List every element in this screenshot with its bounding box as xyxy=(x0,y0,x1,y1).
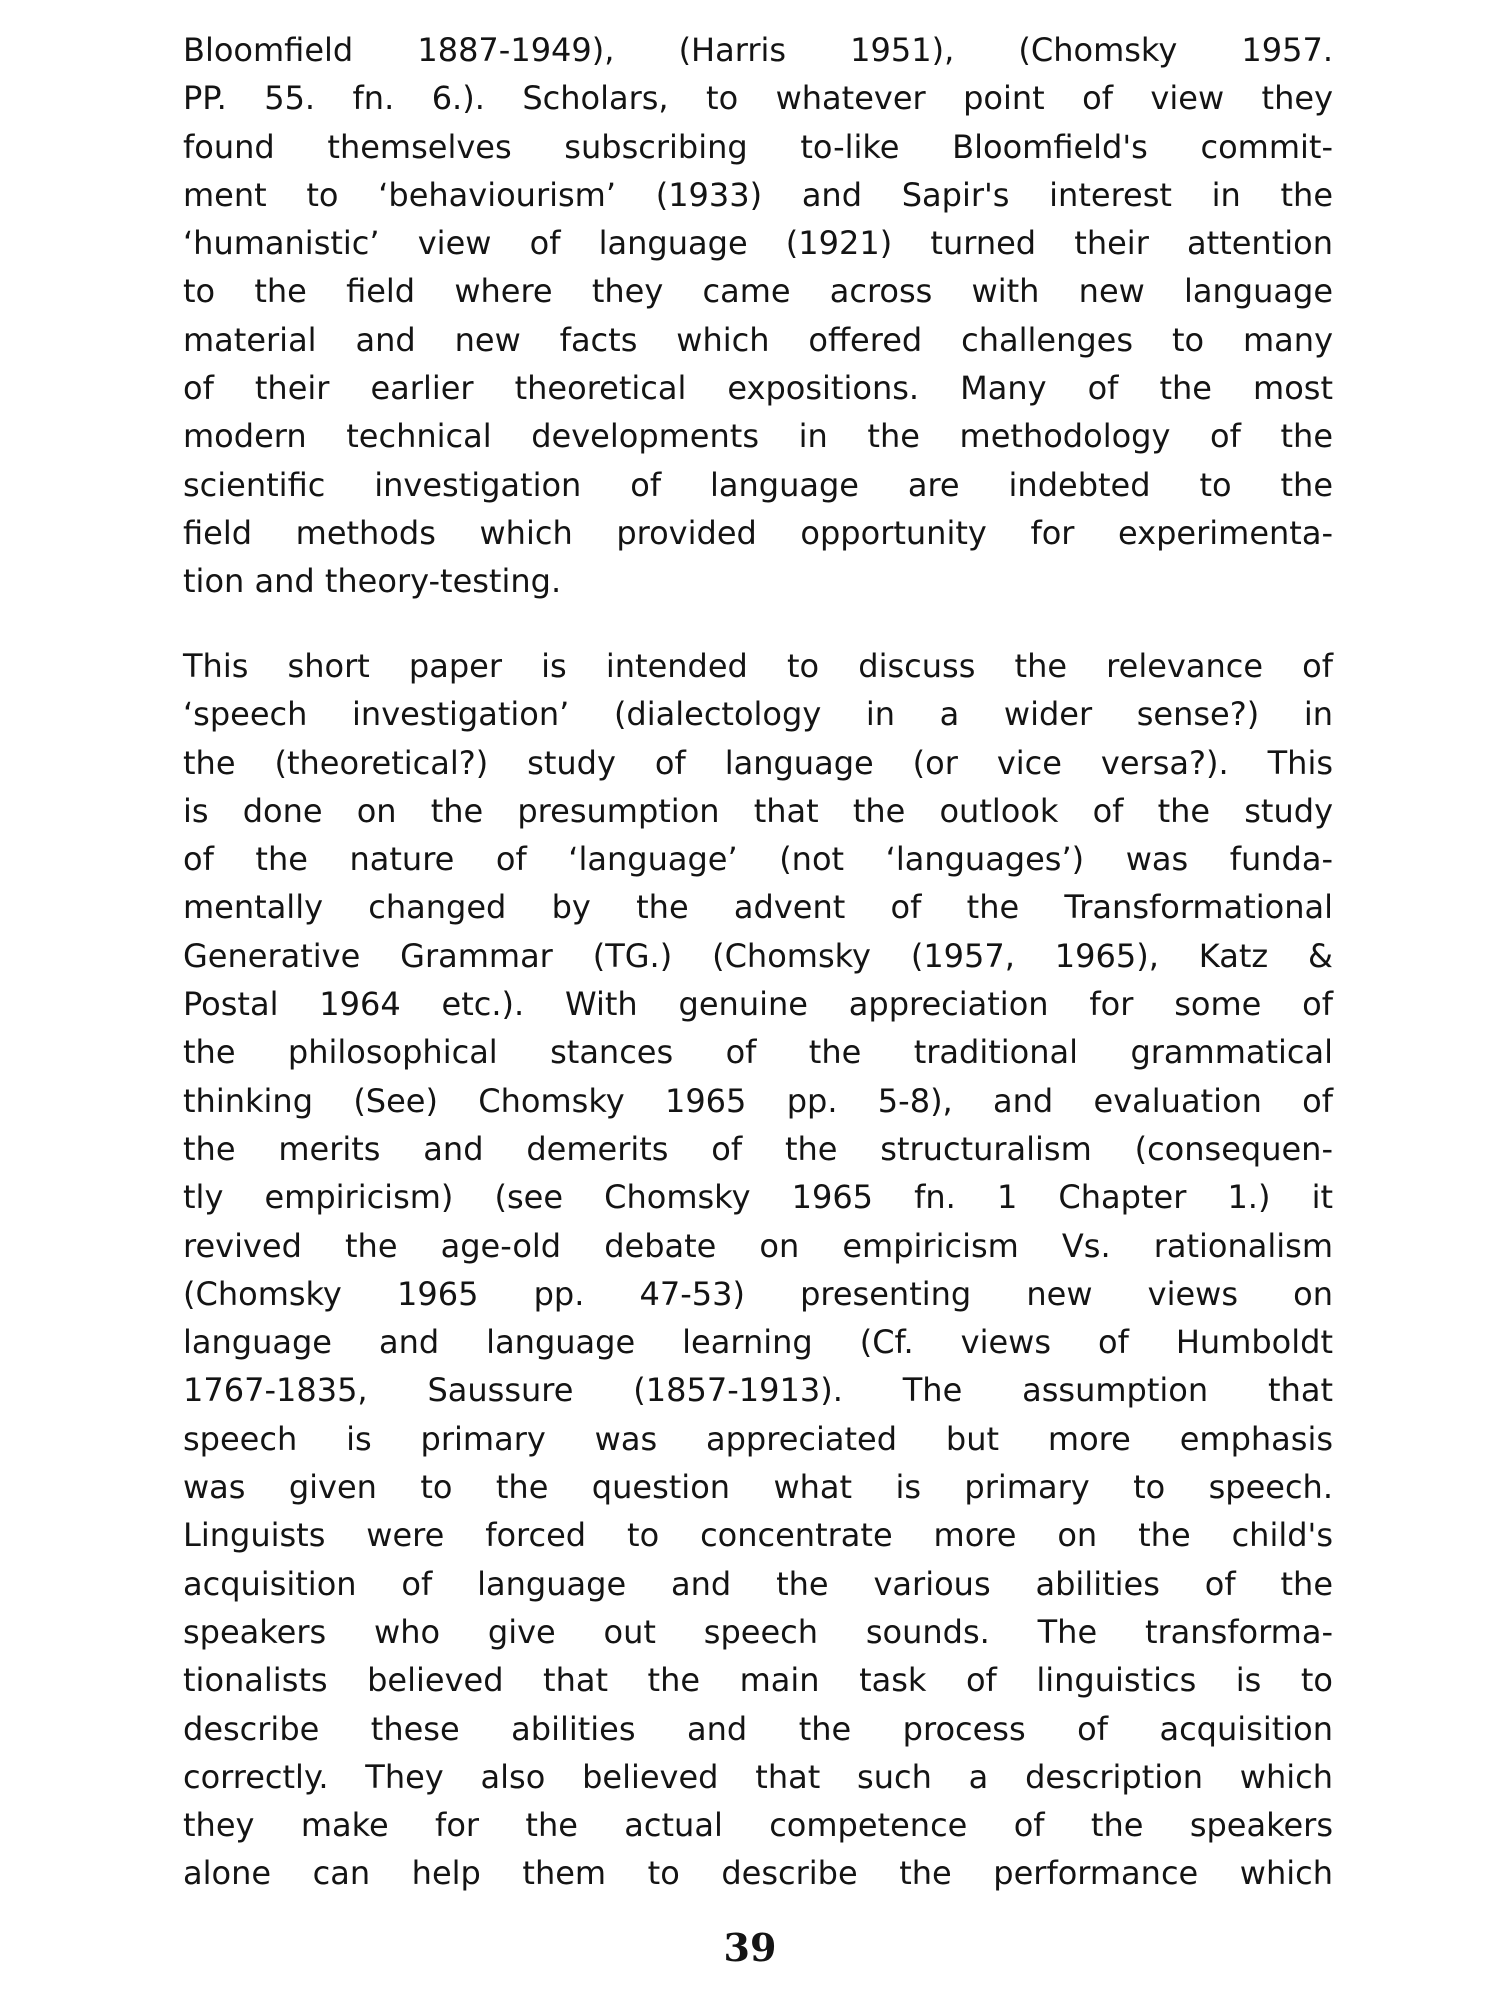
text-line: to the field where they came across with new language xyxy=(183,272,1333,311)
text-line: was given to the question what is primary to speech. xyxy=(183,1468,1333,1507)
text-line: speech is primary was appreciated but more emphasis xyxy=(183,1419,1333,1458)
text-line: tion and theory-testing. xyxy=(183,562,562,601)
text-line: of their earlier theoretical expositions. Many of the most xyxy=(183,369,1333,408)
text-line: (Chomsky 1965 pp. 47-53) presenting new views on xyxy=(183,1274,1333,1313)
text-line: tionalists believed that the main task of linguistics is to xyxy=(183,1661,1333,1700)
text-line: 1767-1835, Saussure (1857-1913). The assumption that xyxy=(183,1371,1333,1410)
text-line: is done on the presumption that the outlook of the study xyxy=(183,791,1333,830)
text-line: describe these abilities and the process of acquisition xyxy=(183,1709,1333,1748)
text-line: Generative Grammar (TG.) (Chomsky (1957, 1965), Katz & xyxy=(183,936,1333,975)
text-line: Postal 1964 etc.). With genuine appreciation for some of xyxy=(183,985,1333,1024)
text-line: Linguists were forced to concentrate more on the child's xyxy=(183,1516,1333,1555)
text-line: correctly. They also believed that such a description which xyxy=(183,1757,1333,1796)
text-line: ‘humanistic’ view of language (1921) turned their attention xyxy=(183,224,1333,263)
text-line: mentally changed by the advent of the Transformational xyxy=(183,888,1333,927)
text-line: the philosophical stances of the traditional grammatical xyxy=(183,1033,1333,1072)
text-line: language and language learning (Cf. views of Humboldt xyxy=(183,1323,1333,1362)
page-number: 39 xyxy=(723,1925,777,1970)
text-line: revived the age-old debate on empiricism Vs. rationalism xyxy=(183,1226,1333,1265)
text-line: modern technical developments in the methodology of the xyxy=(183,417,1333,456)
text-line: ‘speech investigation’ (dialectology in a wider sense?) in xyxy=(183,695,1333,734)
text-line: ment to ‘behaviourism’ (1933) and Sapir's interest in the xyxy=(183,175,1333,214)
text-line: found themselves subscribing to-like Bloomfield's commit- xyxy=(183,127,1333,166)
text-line: the (theoretical?) study of language (or vice versa?). This xyxy=(183,743,1333,782)
text-line: PP. 55. fn. 6.). Scholars, to whatever point of view they xyxy=(183,79,1333,118)
text-line: Bloomfield 1887-1949), (Harris 1951), (Chomsky 1957. xyxy=(183,31,1333,69)
text-line: alone can help them to describe the performance which xyxy=(183,1854,1333,1893)
text-line: speakers who give out speech sounds. The transforma- xyxy=(183,1612,1333,1651)
text-line: tly empiricism) (see Chomsky 1965 fn. 1 Chapter 1.) it xyxy=(183,1178,1333,1217)
text-line: material and new facts which offered challenges to many xyxy=(183,320,1333,359)
text-line: they make for the actual competence of the speakers xyxy=(183,1806,1333,1845)
text-line: thinking (See) Chomsky 1965 pp. 5-8), and evaluation of xyxy=(183,1081,1333,1120)
text-line: scientific investigation of language are indebted to the xyxy=(183,465,1333,504)
text-line: of the nature of ‘language’ (not ‘languages’) was funda- xyxy=(183,840,1333,879)
text-line: field methods which provided opportunity for experimenta- xyxy=(183,513,1333,552)
text-line: This short paper is intended to discuss the relevance of xyxy=(183,647,1333,685)
text-line: acquisition of language and the various abilities of the xyxy=(183,1564,1333,1603)
paragraph-2 xyxy=(183,642,1333,1898)
paragraph-1 xyxy=(183,26,1333,606)
text-line: the merits and demerits of the structuralism (consequen- xyxy=(183,1129,1333,1168)
